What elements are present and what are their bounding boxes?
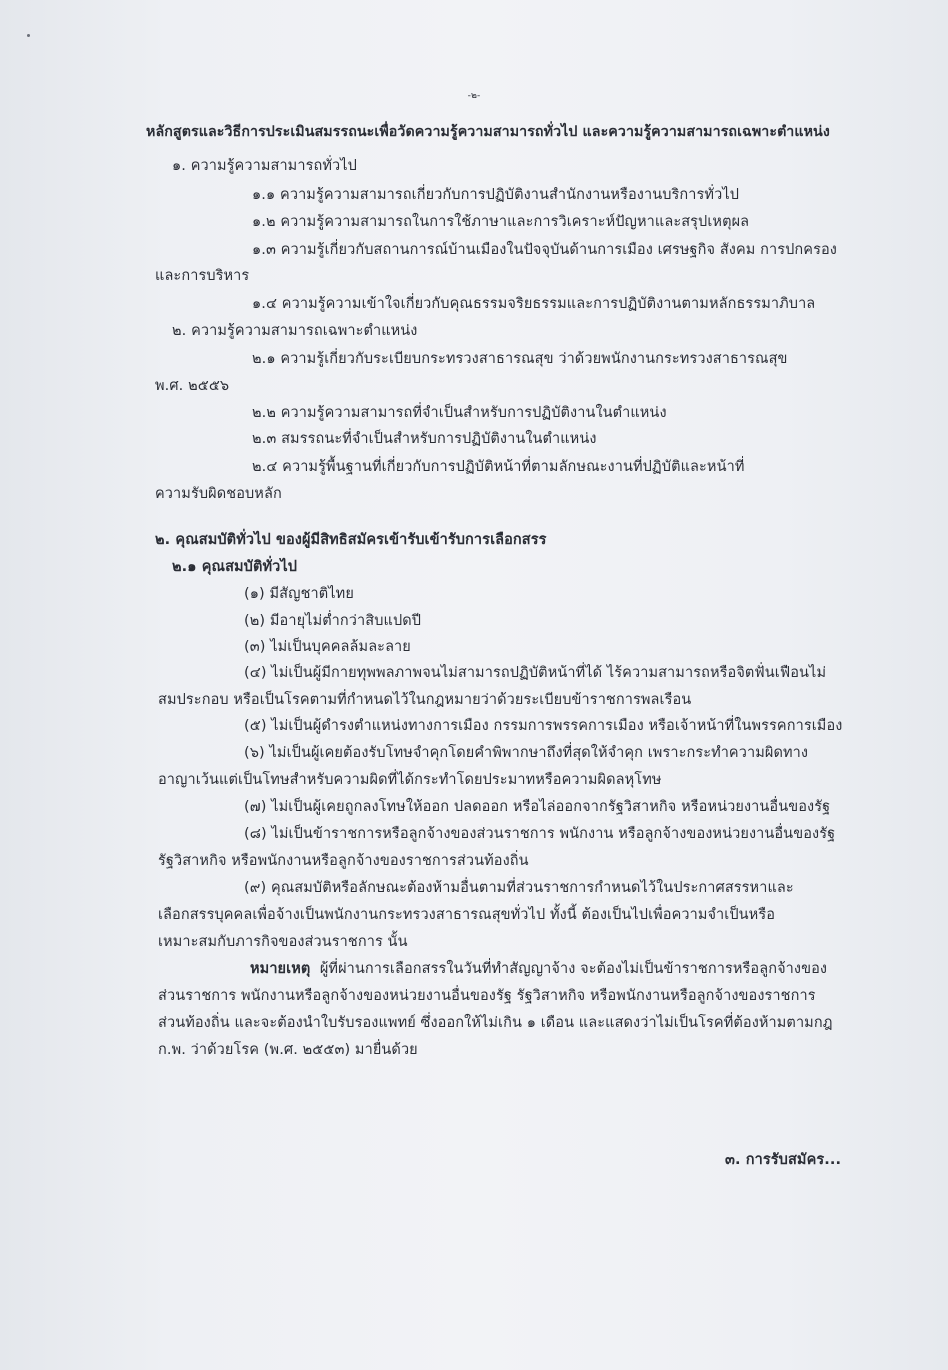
qualification-2: (๒) มีอายุไม่ต่ำกว่าสิบแปดปี — [244, 613, 422, 629]
note-line2: ส่วนราชการ พนักงานหรือลูกจ้างของหน่วยงานอื่นของรัฐ รัฐวิสาหกิจ หรือพนักงานหรือลูกจ้างของราชการ — [158, 988, 816, 1004]
item-2-4-line2: ความรับผิดชอบหลัก — [155, 486, 282, 502]
item-1-4: ๑.๔ ความรู้ความเข้าใจเกี่ยวกับคุณธรรมจริยธรรมและการปฏิบัติงานตามหลักธรรมาภิบาล — [252, 296, 816, 312]
qualification-4-line2: สมประกอบ หรือเป็นโรคตามที่กำหนดไว้ในกฎหมายว่าด้วยระเบียบข้าราชการพลเรือน — [158, 692, 692, 708]
item-2-1-line2: พ.ศ. ๒๕๕๖ — [155, 378, 230, 394]
qualification-6-line1: (๖) ไม่เป็นผู้เคยต้องรับโทษจำคุกโดยคำพิพากษาถึงที่สุดให้จำคุก เพราะกระทำความผิดทาง — [244, 745, 809, 761]
note-line1 — [250, 959, 827, 979]
qualification-5: (๕) ไม่เป็นผู้ดำรงตำแหน่งทางการเมือง กรรมการพรรคการเมือง หรือเจ้าหน้าที่ในพรรคการเมือง — [244, 718, 843, 734]
qualification-4-line1: (๔) ไม่เป็นผู้มีกายทุพพลภาพจนไม่สามารถปฏิบัติหน้าที่ได้ ไร้ความสามารถหรือจิตฟั่นเฟือนไม่ — [244, 665, 827, 681]
page-heading: หลักสูตรและวิธีการประเมินสมรรถนะเพื่อวัดความรู้ความสามารถทั่วไป และความรู้ความสามารถเฉพาะตำแหน่ง — [146, 124, 830, 140]
qualifications-subtitle: ๒.๑ คุณสมบัติทั่วไป — [172, 559, 298, 575]
qualification-3: (๓) ไม่เป็นบุคคลล้มละลาย — [244, 639, 411, 655]
item-1-1: ๑.๑ ความรู้ความสามารถเกี่ยวกับการปฏิบัติงานสำนักงานหรืองานบริการทั่วไป — [252, 187, 740, 203]
qualification-9-line1: (๙) คุณสมบัติหรือลักษณะต้องห้ามอื่นตามที่ส่วนราชการกำหนดไว้ในประกาศสรรหาและ — [244, 880, 794, 896]
note-line1-text: ผู้ที่ผ่านการเลือกสรรในวันที่ทำสัญญาจ้าง จะต้องไม่เป็นข้าราชการหรือลูกจ้างของ — [319, 961, 828, 977]
qualification-9-line2: เลือกสรรบุคคลเพื่อจ้างเป็นพนักงานกระทรวงสาธารณสุขทั่วไป ทั้งนี้ ต้องเป็นไปเพื่อความจำเป็นหรือ — [158, 907, 776, 923]
qualification-6-line2: อาญาเว้นแต่เป็นโทษสำหรับความผิดที่ได้กระทำโดยประมาทหรือความผิดลหุโทษ — [158, 772, 662, 788]
note-line3: ส่วนท้องถิ่น และจะต้องนำใบรับรองแพทย์ ซึ่งออกให้ไม่เกิน ๑ เดือน และแสดงว่าไม่เป็นโรคที่ต้องห้ามตามกฎ — [158, 1015, 833, 1031]
qualification-7: (๗) ไม่เป็นผู้เคยถูกลงโทษให้ออก ปลดออก หรือไล่ออกจากรัฐวิสาหกิจ หรือหน่วยงานอื่นของรัฐ — [244, 799, 831, 815]
item-2-1-line1: ๒.๑ ความรู้เกี่ยวกับระเบียบกระทรวงสาธารณสุข ว่าด้วยพนักงานกระทรวงสาธารณสุข — [252, 351, 788, 367]
note-label: หมายเหตุ — [250, 961, 311, 977]
section1-title: ๑. ความรู้ความสามารถทั่วไป — [172, 158, 357, 174]
qualification-8-line2: รัฐวิสาหกิจ หรือพนักงานหรือลูกจ้างของราชการส่วนท้องถิ่น — [158, 853, 529, 869]
qualification-9-line3: เหมาะสมกับภารกิจของส่วนราชการ นั้น — [158, 934, 408, 950]
note-line4: ก.พ. ว่าด้วยโรค (พ.ศ. ๒๕๕๓) มายื่นด้วย — [158, 1042, 418, 1058]
item-2-2: ๒.๒ ความรู้ความสามารถที่จำเป็นสำหรับการปฏิบัติงานในตำแหน่ง — [252, 405, 667, 421]
item-1-2: ๑.๒ ความรู้ความสามารถในการใช้ภาษาและการวิเคราะห์ปัญหาและสรุปเหตุผล — [252, 214, 750, 230]
qualification-8-line1: (๘) ไม่เป็นข้าราชการหรือลูกจ้างของส่วนราชการ พนักงาน หรือลูกจ้างของหน่วยงานอื่นของรัฐ — [244, 826, 836, 842]
item-1-3-line2: และการบริหาร — [155, 268, 250, 284]
section2-title: ๒. ความรู้ความสามารถเฉพาะตำแหน่ง — [172, 323, 418, 339]
continuation-marker: ๓. การรับสมัคร... — [725, 1152, 842, 1168]
item-1-3-line1: ๑.๓ ความรู้เกี่ยวกับสถานการณ์บ้านเมืองในปัจจุบันด้านการเมือง เศรษฐกิจ สังคม การปกครอง — [252, 242, 837, 258]
item-2-3: ๒.๓ สมรรถนะที่จำเป็นสำหรับการปฏิบัติงานในตำแหน่ง — [252, 431, 597, 447]
page-number: -๒- — [467, 91, 481, 101]
qualification-1: (๑) มีสัญชาติไทย — [244, 586, 354, 602]
qualifications-title: ๒. คุณสมบัติทั่วไป ของผู้มีสิทธิสมัครเข้ารับเข้ารับการเลือกสรร — [155, 532, 547, 548]
item-2-4-line1: ๒.๔ ความรู้พื้นฐานที่เกี่ยวกับการปฏิบัติหน้าที่ตามลักษณะงานที่ปฏิบัติและหน้าที่ — [252, 459, 745, 475]
speck-mark — [27, 34, 30, 37]
